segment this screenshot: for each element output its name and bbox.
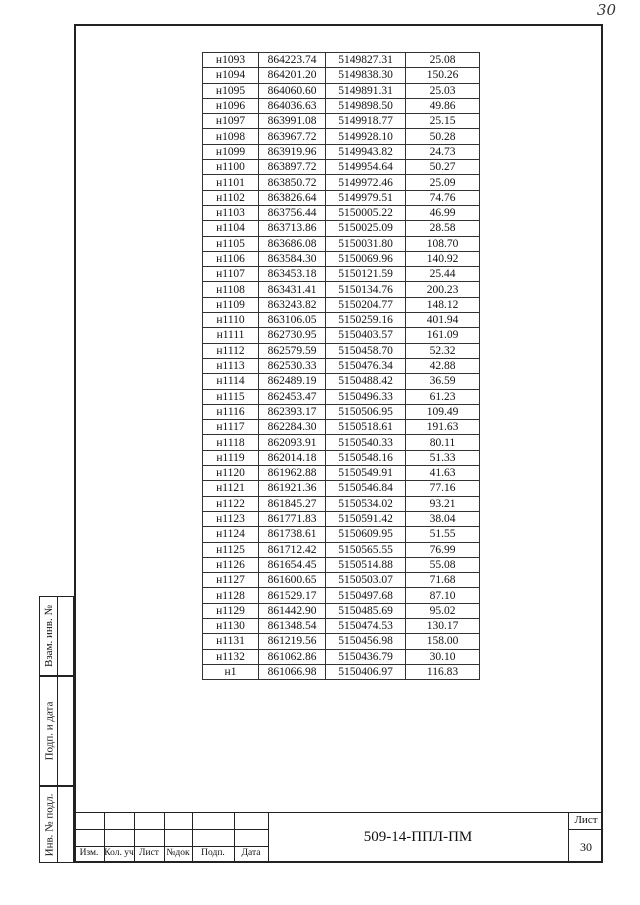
table-row — [203, 466, 480, 481]
x-coord-cell: 862730.95 — [259, 328, 326, 343]
title-col-kol-uch: Кол. уч — [104, 848, 134, 858]
point-id-cell: н1095 — [203, 83, 259, 98]
point-id-cell: н1130 — [203, 618, 259, 633]
point-id-cell: н1122 — [203, 496, 259, 511]
distance-cell: 108.70 — [406, 236, 480, 251]
x-coord-cell: 862093.91 — [259, 435, 326, 450]
x-coord-cell: 863713.86 — [259, 221, 326, 236]
x-coord-cell: 863106.05 — [259, 313, 326, 328]
distance-cell: 76.99 — [406, 542, 480, 557]
point-id-cell: н1123 — [203, 511, 259, 526]
x-coord-cell: 861529.17 — [259, 588, 326, 603]
y-coord-cell: 5150497.68 — [326, 588, 406, 603]
table-row — [203, 358, 480, 373]
table-row — [203, 343, 480, 358]
coordinates-table-body — [203, 53, 480, 680]
x-coord-cell: 864223.74 — [259, 53, 326, 68]
table-row — [203, 557, 480, 572]
coordinates-table — [202, 52, 480, 680]
distance-cell: 50.27 — [406, 160, 480, 175]
y-coord-cell: 5150436.79 — [326, 649, 406, 664]
table-row — [203, 404, 480, 419]
y-coord-cell: 5150403.57 — [326, 328, 406, 343]
y-coord-cell: 5150540.33 — [326, 435, 406, 450]
distance-cell: 38.04 — [406, 511, 480, 526]
y-coord-cell: 5150609.95 — [326, 527, 406, 542]
x-coord-cell: 863991.08 — [259, 114, 326, 129]
distance-cell: 191.63 — [406, 420, 480, 435]
x-coord-cell: 864036.63 — [259, 98, 326, 113]
x-coord-cell: 862489.19 — [259, 374, 326, 389]
x-coord-cell: 861738.61 — [259, 527, 326, 542]
x-coord-cell: 863919.96 — [259, 144, 326, 159]
side-cell-inv-zam — [39, 596, 57, 676]
y-coord-cell: 5150406.97 — [326, 664, 406, 679]
y-coord-cell: 5150518.61 — [326, 420, 406, 435]
y-coord-cell: 5150121.59 — [326, 267, 406, 282]
title-col-izm: Изм. — [79, 848, 99, 858]
table-row — [203, 542, 480, 557]
point-id-cell: н1113 — [203, 358, 259, 373]
x-coord-cell: 861712.42 — [259, 542, 326, 557]
distance-cell: 36.59 — [406, 374, 480, 389]
x-coord-cell: 862014.18 — [259, 450, 326, 465]
table-row — [203, 297, 480, 312]
y-coord-cell: 5150031.80 — [326, 236, 406, 251]
point-id-cell: н1120 — [203, 466, 259, 481]
table-row — [203, 129, 480, 144]
point-id-cell: н1107 — [203, 267, 259, 282]
y-coord-cell: 5150591.42 — [326, 511, 406, 526]
distance-cell: 116.83 — [406, 664, 480, 679]
distance-cell: 25.03 — [406, 83, 480, 98]
y-coord-cell: 5149838.30 — [326, 68, 406, 83]
point-id-cell: н1124 — [203, 527, 259, 542]
y-coord-cell: 5150488.42 — [326, 374, 406, 389]
title-col-podp: Подп. — [201, 848, 225, 858]
point-id-cell: н1099 — [203, 144, 259, 159]
distance-cell: 140.92 — [406, 251, 480, 266]
side-label-podp-data: Подп. и дата — [43, 701, 56, 761]
distance-cell: 49.86 — [406, 98, 480, 113]
x-coord-cell: 861348.54 — [259, 618, 326, 633]
point-id-cell: н1096 — [203, 98, 259, 113]
y-coord-cell: 5150259.16 — [326, 313, 406, 328]
distance-cell: 80.11 — [406, 435, 480, 450]
table-row — [203, 221, 480, 236]
side-cell-podp-data — [39, 676, 57, 786]
handwritten-page-number: 30 — [596, 1, 616, 19]
distance-cell: 61.23 — [406, 389, 480, 404]
y-coord-cell: 5150025.09 — [326, 221, 406, 236]
point-id-cell: н1114 — [203, 374, 259, 389]
y-coord-cell: 5150506.95 — [326, 404, 406, 419]
y-coord-cell: 5149898.50 — [326, 98, 406, 113]
x-coord-cell: 861771.83 — [259, 511, 326, 526]
y-coord-cell: 5150204.77 — [326, 297, 406, 312]
distance-cell: 93.21 — [406, 496, 480, 511]
point-id-cell: н1094 — [203, 68, 259, 83]
x-coord-cell: 863584.30 — [259, 251, 326, 266]
y-coord-cell: 5150474.53 — [326, 618, 406, 633]
y-coord-cell: 5149928.10 — [326, 129, 406, 144]
x-coord-cell: 862530.33 — [259, 358, 326, 373]
distance-cell: 130.17 — [406, 618, 480, 633]
point-id-cell: н1102 — [203, 190, 259, 205]
point-id-cell: н1131 — [203, 634, 259, 649]
y-coord-cell: 5149943.82 — [326, 144, 406, 159]
table-row — [203, 160, 480, 175]
title-col-data: Дата — [241, 848, 261, 858]
distance-cell: 95.02 — [406, 603, 480, 618]
distance-cell: 24.73 — [406, 144, 480, 159]
table-row — [203, 496, 480, 511]
point-id-cell: н1132 — [203, 649, 259, 664]
table-row — [203, 68, 480, 83]
distance-cell: 150.26 — [406, 68, 480, 83]
y-coord-cell: 5149827.31 — [326, 53, 406, 68]
distance-cell: 51.55 — [406, 527, 480, 542]
distance-cell: 41.63 — [406, 466, 480, 481]
x-coord-cell: 863850.72 — [259, 175, 326, 190]
y-coord-cell: 5150546.84 — [326, 481, 406, 496]
y-coord-cell: 5149918.77 — [326, 114, 406, 129]
document-code: 509-14-ППЛ-ПМ — [363, 829, 473, 845]
table-row — [203, 328, 480, 343]
distance-cell: 28.58 — [406, 221, 480, 236]
y-coord-cell: 5150476.34 — [326, 358, 406, 373]
point-id-cell: н1115 — [203, 389, 259, 404]
side-cell-inv-podl — [39, 786, 57, 863]
table-row — [203, 175, 480, 190]
x-coord-cell: 861921.36 — [259, 481, 326, 496]
point-id-cell: н1101 — [203, 175, 259, 190]
x-coord-cell: 862579.59 — [259, 343, 326, 358]
title-col-ndok: №док — [166, 848, 190, 858]
table-row — [203, 435, 480, 450]
point-id-cell: н1110 — [203, 313, 259, 328]
distance-cell: 25.09 — [406, 175, 480, 190]
title-col-list: Лист — [139, 848, 159, 858]
y-coord-cell: 5150456.98 — [326, 634, 406, 649]
x-coord-cell: 862284.30 — [259, 420, 326, 435]
point-id-cell: н1125 — [203, 542, 259, 557]
point-id-cell: н1 — [203, 664, 259, 679]
point-id-cell: н1105 — [203, 236, 259, 251]
distance-cell: 161.09 — [406, 328, 480, 343]
distance-cell: 71.68 — [406, 573, 480, 588]
table-row — [203, 481, 480, 496]
point-id-cell: н1118 — [203, 435, 259, 450]
x-coord-cell: 863453.18 — [259, 267, 326, 282]
distance-cell: 87.10 — [406, 588, 480, 603]
table-row — [203, 374, 480, 389]
y-coord-cell: 5150514.88 — [326, 557, 406, 572]
table-row — [203, 83, 480, 98]
distance-cell: 200.23 — [406, 282, 480, 297]
y-coord-cell: 5149954.64 — [326, 160, 406, 175]
table-row — [203, 98, 480, 113]
table-row — [203, 634, 480, 649]
point-id-cell: н1106 — [203, 251, 259, 266]
point-id-cell: н1104 — [203, 221, 259, 236]
table-row — [203, 251, 480, 266]
sheet-box — [568, 812, 603, 863]
x-coord-cell: 863756.44 — [259, 205, 326, 220]
x-coord-cell: 861962.88 — [259, 466, 326, 481]
distance-cell: 77.16 — [406, 481, 480, 496]
table-row — [203, 114, 480, 129]
distance-cell: 51.33 — [406, 450, 480, 465]
point-id-cell: н1129 — [203, 603, 259, 618]
distance-cell: 50.28 — [406, 129, 480, 144]
x-coord-cell: 862453.47 — [259, 389, 326, 404]
point-id-cell: н1117 — [203, 420, 259, 435]
sheet-label: Лист — [569, 814, 603, 830]
point-id-cell: н1112 — [203, 343, 259, 358]
distance-cell: 109.49 — [406, 404, 480, 419]
point-id-cell: н1093 — [203, 53, 259, 68]
point-id-cell: н1103 — [203, 205, 259, 220]
table-row — [203, 649, 480, 664]
distance-cell: 25.44 — [406, 267, 480, 282]
x-coord-cell: 863897.72 — [259, 160, 326, 175]
x-coord-cell: 861066.98 — [259, 664, 326, 679]
y-coord-cell: 5150534.02 — [326, 496, 406, 511]
table-row — [203, 144, 480, 159]
x-coord-cell: 864201.20 — [259, 68, 326, 83]
distance-cell: 52.32 — [406, 343, 480, 358]
side-label-inv-zam: Взам. инв. № — [43, 605, 55, 667]
x-coord-cell: 861062.86 — [259, 649, 326, 664]
sheet-number: 30 — [580, 840, 592, 854]
distance-cell: 46.99 — [406, 205, 480, 220]
x-coord-cell: 863686.08 — [259, 236, 326, 251]
table-row — [203, 618, 480, 633]
table-row — [203, 511, 480, 526]
point-id-cell: н1121 — [203, 481, 259, 496]
y-coord-cell: 5149972.46 — [326, 175, 406, 190]
distance-cell: 158.00 — [406, 634, 480, 649]
table-row — [203, 588, 480, 603]
y-coord-cell: 5149979.51 — [326, 190, 406, 205]
distance-cell: 30.10 — [406, 649, 480, 664]
x-coord-cell: 863967.72 — [259, 129, 326, 144]
x-coord-cell: 863243.82 — [259, 297, 326, 312]
point-id-cell: н1127 — [203, 573, 259, 588]
side-cell-inv-zam-value — [57, 596, 74, 676]
table-row — [203, 313, 480, 328]
y-coord-cell: 5149891.31 — [326, 83, 406, 98]
distance-cell: 25.15 — [406, 114, 480, 129]
distance-cell: 401.94 — [406, 313, 480, 328]
table-row — [203, 603, 480, 618]
side-cell-podp-data-value — [57, 676, 74, 786]
x-coord-cell: 863826.64 — [259, 190, 326, 205]
x-coord-cell: 864060.60 — [259, 83, 326, 98]
table-row — [203, 420, 480, 435]
x-coord-cell: 863431.41 — [259, 282, 326, 297]
table-row — [203, 450, 480, 465]
point-id-cell: н1128 — [203, 588, 259, 603]
x-coord-cell: 861845.27 — [259, 496, 326, 511]
point-id-cell: н1111 — [203, 328, 259, 343]
y-coord-cell: 5150496.33 — [326, 389, 406, 404]
table-row — [203, 527, 480, 542]
table-row — [203, 664, 480, 679]
y-coord-cell: 5150134.76 — [326, 282, 406, 297]
distance-cell: 74.76 — [406, 190, 480, 205]
point-id-cell: н1100 — [203, 160, 259, 175]
y-coord-cell: 5150503.07 — [326, 573, 406, 588]
table-row — [203, 573, 480, 588]
point-id-cell: н1097 — [203, 114, 259, 129]
distance-cell: 42.88 — [406, 358, 480, 373]
point-id-cell: н1116 — [203, 404, 259, 419]
x-coord-cell: 861654.45 — [259, 557, 326, 572]
side-label-inv-podl: Инв. № подл. — [43, 793, 55, 856]
y-coord-cell: 5150005.22 — [326, 205, 406, 220]
table-row — [203, 190, 480, 205]
x-coord-cell: 861600.65 — [259, 573, 326, 588]
table-row — [203, 282, 480, 297]
y-coord-cell: 5150458.70 — [326, 343, 406, 358]
table-row — [203, 53, 480, 68]
point-id-cell: н1119 — [203, 450, 259, 465]
point-id-cell: н1126 — [203, 557, 259, 572]
table-row — [203, 205, 480, 220]
distance-cell: 25.08 — [406, 53, 480, 68]
x-coord-cell: 861219.56 — [259, 634, 326, 649]
y-coord-cell: 5150485.69 — [326, 603, 406, 618]
x-coord-cell: 861442.90 — [259, 603, 326, 618]
distance-cell: 55.08 — [406, 557, 480, 572]
point-id-cell: н1098 — [203, 129, 259, 144]
table-row — [203, 236, 480, 251]
point-id-cell: н1108 — [203, 282, 259, 297]
point-id-cell: н1109 — [203, 297, 259, 312]
y-coord-cell: 5150548.16 — [326, 450, 406, 465]
distance-cell: 148.12 — [406, 297, 480, 312]
side-cell-inv-podl-value — [57, 786, 74, 863]
y-coord-cell: 5150069.96 — [326, 251, 406, 266]
table-row — [203, 389, 480, 404]
table-row — [203, 267, 480, 282]
x-coord-cell: 862393.17 — [259, 404, 326, 419]
y-coord-cell: 5150565.55 — [326, 542, 406, 557]
y-coord-cell: 5150549.91 — [326, 466, 406, 481]
